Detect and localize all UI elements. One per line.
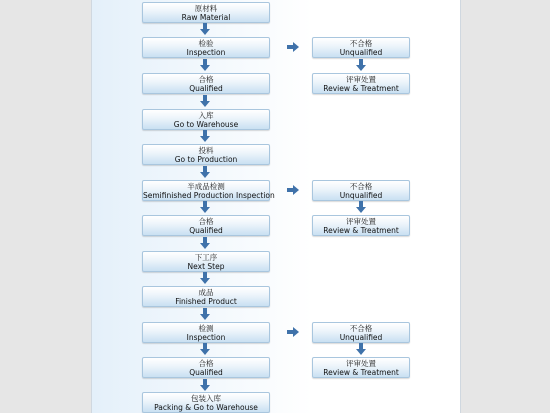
node-label-en: Packing & Go to Warehouse [154, 402, 258, 412]
node-label-zh: 下工序 [194, 252, 218, 262]
node-label-en: Review & Treatment [323, 83, 399, 93]
node-review-treatment-3 [312, 357, 410, 378]
node-label-en: Qualified [189, 225, 223, 235]
node-label-zh: 成品 [198, 287, 214, 297]
node-raw-material [142, 2, 270, 23]
node-label-en: Qualified [189, 367, 223, 377]
arrow-down-icon [200, 166, 210, 178]
node-label-en: Review & Treatment [323, 225, 399, 235]
arrow-down-icon [200, 23, 210, 35]
node-label-en: Unqualified [339, 47, 383, 57]
node-label-zh: 合格 [198, 216, 214, 226]
node-label-zh: 合格 [198, 74, 214, 84]
node-qualified-2 [142, 215, 270, 236]
node-unqualified-3 [312, 322, 410, 343]
node-inspection-1 [142, 37, 270, 58]
arrow-down-icon [200, 272, 210, 284]
node-next-step [142, 251, 270, 272]
node-label-en: Inspection [186, 47, 226, 57]
node-semifinished-inspection [142, 180, 275, 201]
node-label-zh: 不合格 [349, 181, 373, 191]
node-go-to-warehouse [142, 109, 270, 130]
node-label-zh: 不合格 [349, 38, 373, 48]
node-label-zh: 评审处置 [346, 216, 376, 226]
arrow-down-icon [200, 379, 210, 391]
node-unqualified-1 [312, 37, 410, 58]
node-review-treatment-2 [312, 215, 410, 236]
node-label-en: Go to Production [174, 154, 238, 164]
node-qualified-3 [142, 357, 270, 378]
node-label-en: Raw Material [181, 12, 231, 22]
arrow-down-icon [200, 343, 210, 355]
node-label-zh: 原材料 [194, 3, 218, 13]
arrow-down-icon [356, 201, 366, 213]
arrow-right-icon [287, 42, 299, 52]
node-label-en: Review & Treatment [323, 367, 399, 377]
node-label-zh: 检验 [198, 38, 214, 48]
node-label-zh: 检测 [198, 323, 214, 333]
node-label-zh: 包装入库 [191, 393, 221, 403]
node-qualified-1 [142, 73, 270, 94]
node-label-zh: 评审处置 [346, 74, 376, 84]
node-label-en: Qualified [189, 83, 223, 93]
node-inspection-2 [142, 322, 270, 343]
node-unqualified-2 [312, 180, 410, 201]
arrow-down-icon [200, 130, 210, 142]
node-label-en: Finished Product [175, 296, 237, 306]
node-label-zh: 入库 [198, 110, 214, 120]
arrow-down-icon [356, 343, 366, 355]
arrow-right-icon [287, 185, 299, 195]
node-packing-warehouse [142, 392, 270, 413]
arrow-down-icon [200, 95, 210, 107]
node-finished-product [142, 286, 270, 307]
node-label-en: Semifinished Production Inspection [143, 190, 275, 200]
node-label-en: Unqualified [339, 332, 383, 342]
arrow-down-icon [356, 59, 366, 71]
node-label-zh: 投料 [198, 145, 214, 155]
arrow-right-icon [287, 327, 299, 337]
node-label-zh: 合格 [198, 358, 214, 368]
arrow-down-icon [200, 59, 210, 71]
node-label-zh: 半成品检测 [187, 181, 225, 191]
arrow-down-icon [200, 237, 210, 249]
node-label-en: Go to Warehouse [173, 119, 239, 129]
node-go-to-production [142, 144, 270, 165]
node-label-en: Unqualified [339, 190, 383, 200]
node-label-zh: 评审处置 [346, 358, 376, 368]
arrow-down-icon [200, 308, 210, 320]
flowchart-panel [91, 0, 461, 413]
arrow-down-icon [200, 201, 210, 213]
node-review-treatment-1 [312, 73, 410, 94]
node-label-en: Next Step [187, 261, 225, 271]
node-label-en: Inspection [186, 332, 226, 342]
node-label-zh: 不合格 [349, 323, 373, 333]
